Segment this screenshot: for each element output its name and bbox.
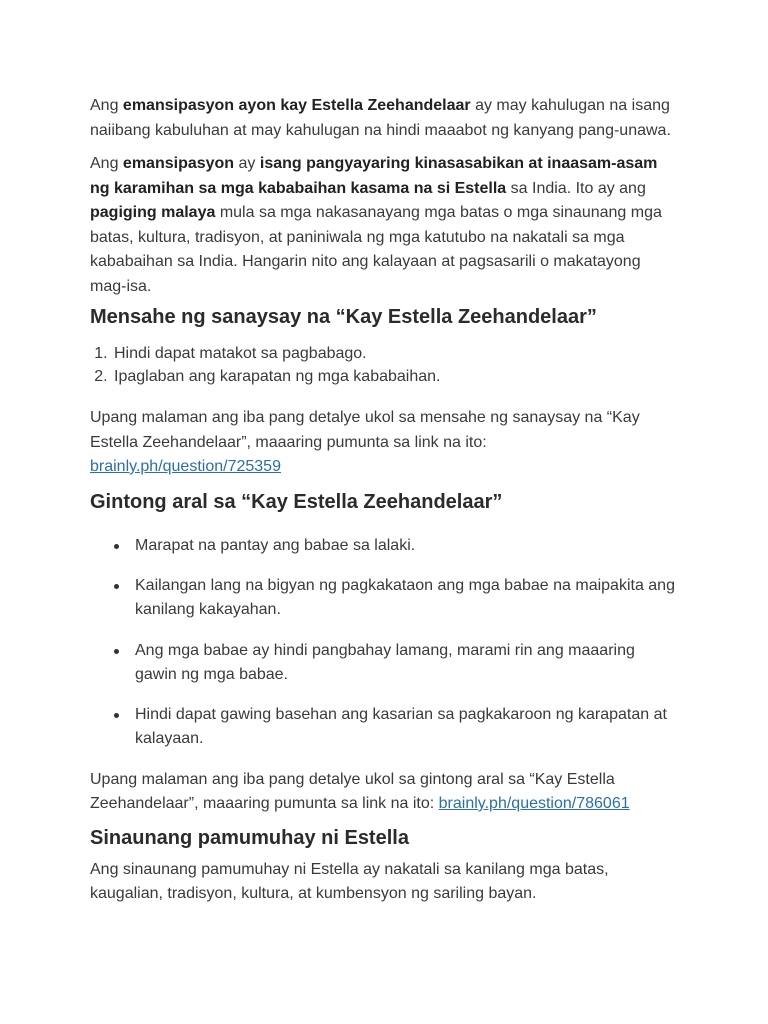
list-item: Hindi dapat gawing basehan ang kasarian sa pagkakaroon ng karapatan at kalayaan. bbox=[135, 703, 680, 751]
heading-gintong-aral: Gintong aral sa “Kay Estella Zeehandelaar” bbox=[90, 490, 503, 513]
paragraph-sinaunang-pamumuhay: Ang sinaunang pamumuhay ni Estella ay nakatali sa kanilang mga batas, kaugalian, tradisyon, kultura, at kumbensyon ng sariling bayan. bbox=[90, 860, 609, 902]
heading-mensahe: Mensahe ng sanaysay na “Kay Estella Zeehandelaar” bbox=[90, 306, 597, 328]
paragraph-mensahe-link bbox=[90, 406, 680, 480]
text-span: ay may kahulugan na isang naiibang kabuluhan at may kahulugan na hindi maaabot ng kanyang pang-unawa. bbox=[90, 97, 671, 139]
text-span: Upang malaman ang iba pang detalye ukol sa mensahe ng sanaysay na “Kay Estella Zeehandelaar”, maaaring pumunta sa link na ito: bbox=[90, 409, 640, 451]
text-span: Ang bbox=[90, 97, 123, 114]
paragraph-emansipasyon-meaning bbox=[90, 94, 680, 143]
text-span: ay bbox=[234, 155, 260, 172]
paragraph-aral-link bbox=[90, 768, 680, 817]
list-item: Marapat na pantay ang babae sa lalaki. bbox=[135, 534, 680, 558]
text-span: Upang malaman ang iba pang detalye ukol sa gintong aral sa “Kay Estella Zeehandelaar”, maaaring pumunta sa link na ito: bbox=[90, 770, 615, 812]
list-item: Kailangan lang na bigyan ng pagkakataon ang mga babae na maipakita ang kanilang kakayahan. bbox=[135, 574, 680, 622]
heading-sinaunang-pamumuhay: Sinaunang pamumuhay ni Estella bbox=[90, 826, 409, 849]
list-item: 1. Hindi dapat matakot sa pagbabago. bbox=[112, 343, 680, 366]
bold-term: pagiging malaya bbox=[90, 204, 216, 221]
bold-phrase: isang pangyayaring kinasasabikan at inaasam-asam ng karamihan sa mga kababaihan kasama na si Estella bbox=[90, 155, 658, 197]
list-item: Ang mga babae ay hindi pangbahay lamang, marami rin ang maaaring gawin ng mga babae. bbox=[135, 639, 680, 687]
text-span: Ang bbox=[90, 155, 123, 172]
aral-list bbox=[90, 534, 680, 752]
brainly-link[interactable]: brainly.ph/question/725359 bbox=[90, 458, 281, 475]
document-page bbox=[90, 94, 680, 907]
mensahe-list bbox=[90, 343, 680, 388]
list-item: 2. Ipaglaban ang karapatan ng mga kababaihan. bbox=[112, 366, 680, 389]
paragraph-emansipasyon-definition bbox=[90, 152, 680, 299]
text-span: sa India. Ito ay ang bbox=[506, 179, 646, 197]
text-span: mula sa mga nakasanayang mga batas o mga sinaunang mga batas, kultura, tradisyon, at paniniwala ng mga katutubo na nakatali sa mga kababaihan sa India. Hangarin nito ang kalayaan at pagsasarili o makatayong mag-isa. bbox=[90, 204, 662, 295]
brainly-link[interactable]: brainly.ph/question/786061 bbox=[438, 795, 630, 812]
bold-term: emansipasyon ayon kay Estella Zeehandelaar bbox=[122, 97, 471, 114]
bold-term: emansipasyon bbox=[122, 155, 235, 172]
